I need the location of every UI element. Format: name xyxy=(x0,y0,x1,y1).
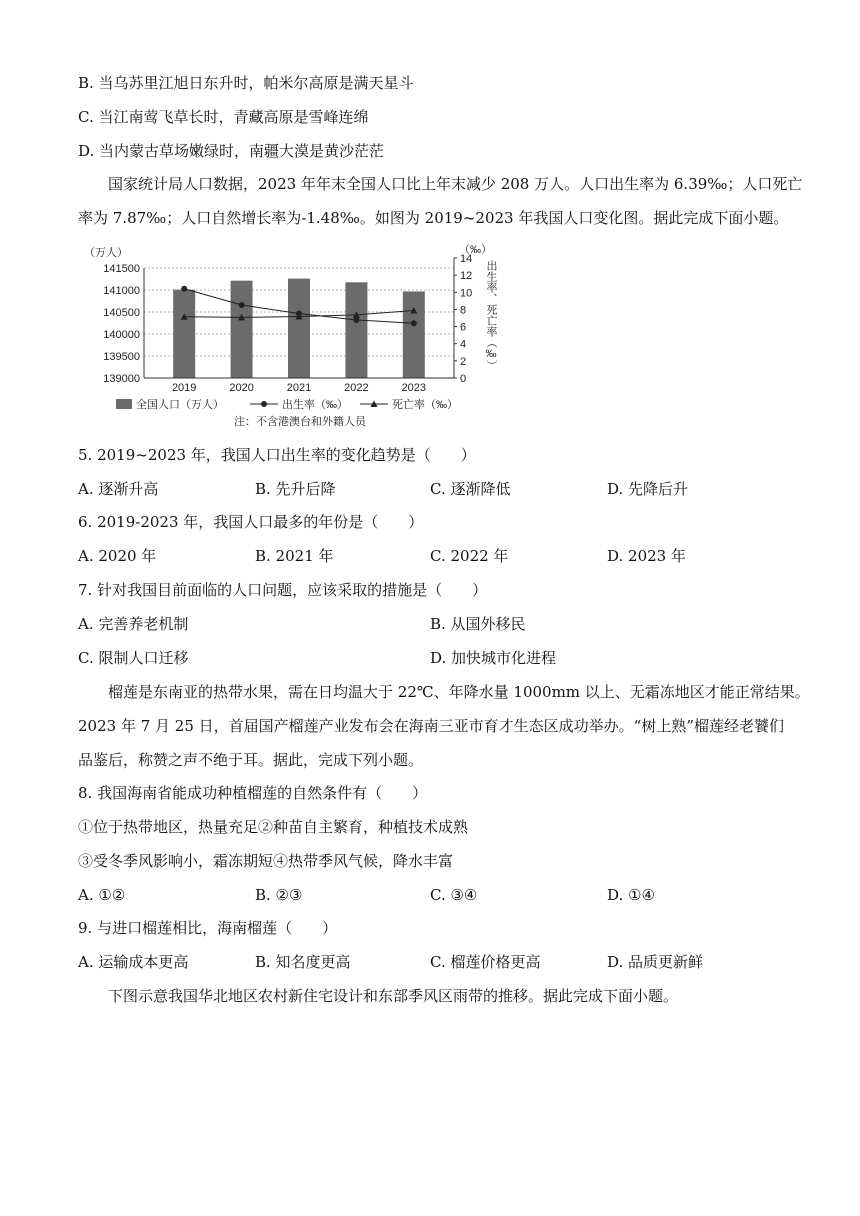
q6-option-c: C. 2022 年 xyxy=(430,547,509,565)
legend-population: 全国人口（万人） xyxy=(136,399,224,411)
left-tick-label: 141000 xyxy=(103,285,140,297)
q6-stem: 6. 2019-2023 年，我国人口最多的年份是（ ） xyxy=(78,513,424,531)
x-tick-label: 2020 xyxy=(229,382,254,394)
left-tick-label: 140000 xyxy=(103,329,140,341)
chart-legend xyxy=(116,397,458,411)
population-bar xyxy=(231,281,253,378)
population-chart xyxy=(78,240,498,430)
q8-item1: ①位于热带地区，热量充足②种苗自主繁育，种植技术成熟 xyxy=(78,818,469,836)
legend-population-swatch xyxy=(116,399,132,409)
x-tick-label: 2022 xyxy=(344,382,369,394)
x-tick-label: 2019 xyxy=(171,382,197,394)
left-axis-unit: （万人） xyxy=(84,247,128,259)
q8-option-b: B. ②③ xyxy=(255,886,303,904)
q6-option-d: D. 2023 年 xyxy=(607,547,686,565)
q7-stem: 7. 针对我国目前面临的人口问题，应该采取的措施是（ ） xyxy=(78,581,488,599)
right-axis-unit: （‰） xyxy=(459,244,492,256)
q8-option-d: D. ①④ xyxy=(607,886,655,904)
x-tick-label: 2021 xyxy=(286,382,312,394)
population-bars xyxy=(173,279,425,378)
birth-rate-point xyxy=(411,320,417,326)
q7-option-a: A. 完善养老机制 xyxy=(78,615,189,633)
q5-stem: 5. 2019~2023 年，我国人口出生率的变化趋势是（ ） xyxy=(78,446,476,464)
q7-option-d: D. 加快城市化进程 xyxy=(430,649,557,667)
q9-stem: 9. 与进口榴莲相比，海南榴莲（ ） xyxy=(78,919,338,937)
chart-note: 注：不含港澳台和外籍人员 xyxy=(234,416,366,428)
left-tick-label: 139500 xyxy=(103,351,140,363)
right-tick-label: 12 xyxy=(460,270,473,283)
prev-option-c: C. 当江南莺飞草长时，青藏高原是雪峰连绵 xyxy=(78,108,369,126)
population-bar xyxy=(345,282,367,378)
prev-option-b: B. 当乌苏里江旭日东升时，帕米尔高原是满天星斗 xyxy=(78,74,414,92)
right-tick-label: 0 xyxy=(460,373,467,385)
population-bar xyxy=(288,279,310,378)
left-tick-label: 140500 xyxy=(103,307,140,319)
right-axis-label: 出生率、死亡率（‰） xyxy=(485,260,497,371)
right-tick-label: 2 xyxy=(460,355,467,368)
q5-option-b: B. 先升后降 xyxy=(255,480,336,498)
q9-option-b: B. 知名度更高 xyxy=(255,953,351,971)
q8-option-a: A. ①② xyxy=(78,886,126,904)
passage1-line2: 率为 7.87‰；人口自然增长率为-1.48‰。如图为 2019~2023 年我国人口变化图。据此完成下面小题。 xyxy=(78,209,789,227)
legend-birth: 出生率（‰） xyxy=(282,399,348,411)
q5-option-d: D. 先降后升 xyxy=(607,480,689,498)
q8-item2: ③受冬季风影响小，霜冻期短④热带季风气候，降水丰富 xyxy=(78,852,454,870)
left-tick-label: 139000 xyxy=(103,373,140,385)
q9-option-d: D. 品质更新鲜 xyxy=(607,953,704,971)
q5-option-c: C. 逐渐降低 xyxy=(430,480,511,498)
right-tick-label: 8 xyxy=(460,304,467,317)
q9-option-a: A. 运输成本更高 xyxy=(78,953,189,971)
q9-option-c: C. 榴莲价格更高 xyxy=(430,953,541,971)
population-bar xyxy=(173,290,195,378)
birth-rate-point xyxy=(239,302,245,308)
passage2-line3: 品鉴后，称赞之声不绝于耳。据此，完成下列小题。 xyxy=(78,751,424,769)
legend-birth-marker xyxy=(261,401,267,407)
x-tick-label: 2023 xyxy=(401,382,427,394)
population-bar xyxy=(403,291,425,378)
right-tick-label: 14 xyxy=(460,253,473,265)
passage2-line2: 2023 年 7 月 25 日，首届国产榴莲产业发布会在海南三亚市育才生态区成功举办。“树上熟”榴莲经老饕们 xyxy=(78,717,784,735)
q8-stem: 8. 我国海南省能成功种植榴莲的自然条件有（ ） xyxy=(78,784,428,802)
prev-option-d: D. 当内蒙古草场嫩绿时，南疆大漠是黄沙茫茫 xyxy=(78,142,385,160)
right-tick-label: 6 xyxy=(460,321,467,334)
q6-option-b: B. 2021 年 xyxy=(255,547,334,565)
passage1-line1: 国家统计局人口数据，2023 年年末全国人口比上年末减少 208 万人。人口出生率为 6.39‰；人口死亡 xyxy=(108,175,803,193)
left-tick-label: 141500 xyxy=(103,263,140,275)
right-tick-label: 10 xyxy=(460,287,473,300)
q7-option-b: B. 从国外移民 xyxy=(430,615,526,633)
q8-option-c: C. ③④ xyxy=(430,886,478,904)
legend-death: 死亡率（‰） xyxy=(392,399,458,411)
birth-rate-point xyxy=(181,286,187,292)
right-tick-label: 4 xyxy=(460,338,467,351)
birth-rate-point xyxy=(353,317,359,323)
passage3: 下图示意我国华北地区农村新住宅设计和东部季风区雨带的推移。据此完成下面小题。 xyxy=(108,987,679,1005)
q6-option-a: A. 2020 年 xyxy=(78,547,157,565)
q5-option-a: A. 逐渐升高 xyxy=(78,480,159,498)
q7-option-c: C. 限制人口迁移 xyxy=(78,649,189,667)
passage2-line1: 榴莲是东南亚的热带水果，需在日均温大于 22℃、年降水量 1000mm 以上、无霜冻地区才能正常结果。 xyxy=(108,683,810,701)
